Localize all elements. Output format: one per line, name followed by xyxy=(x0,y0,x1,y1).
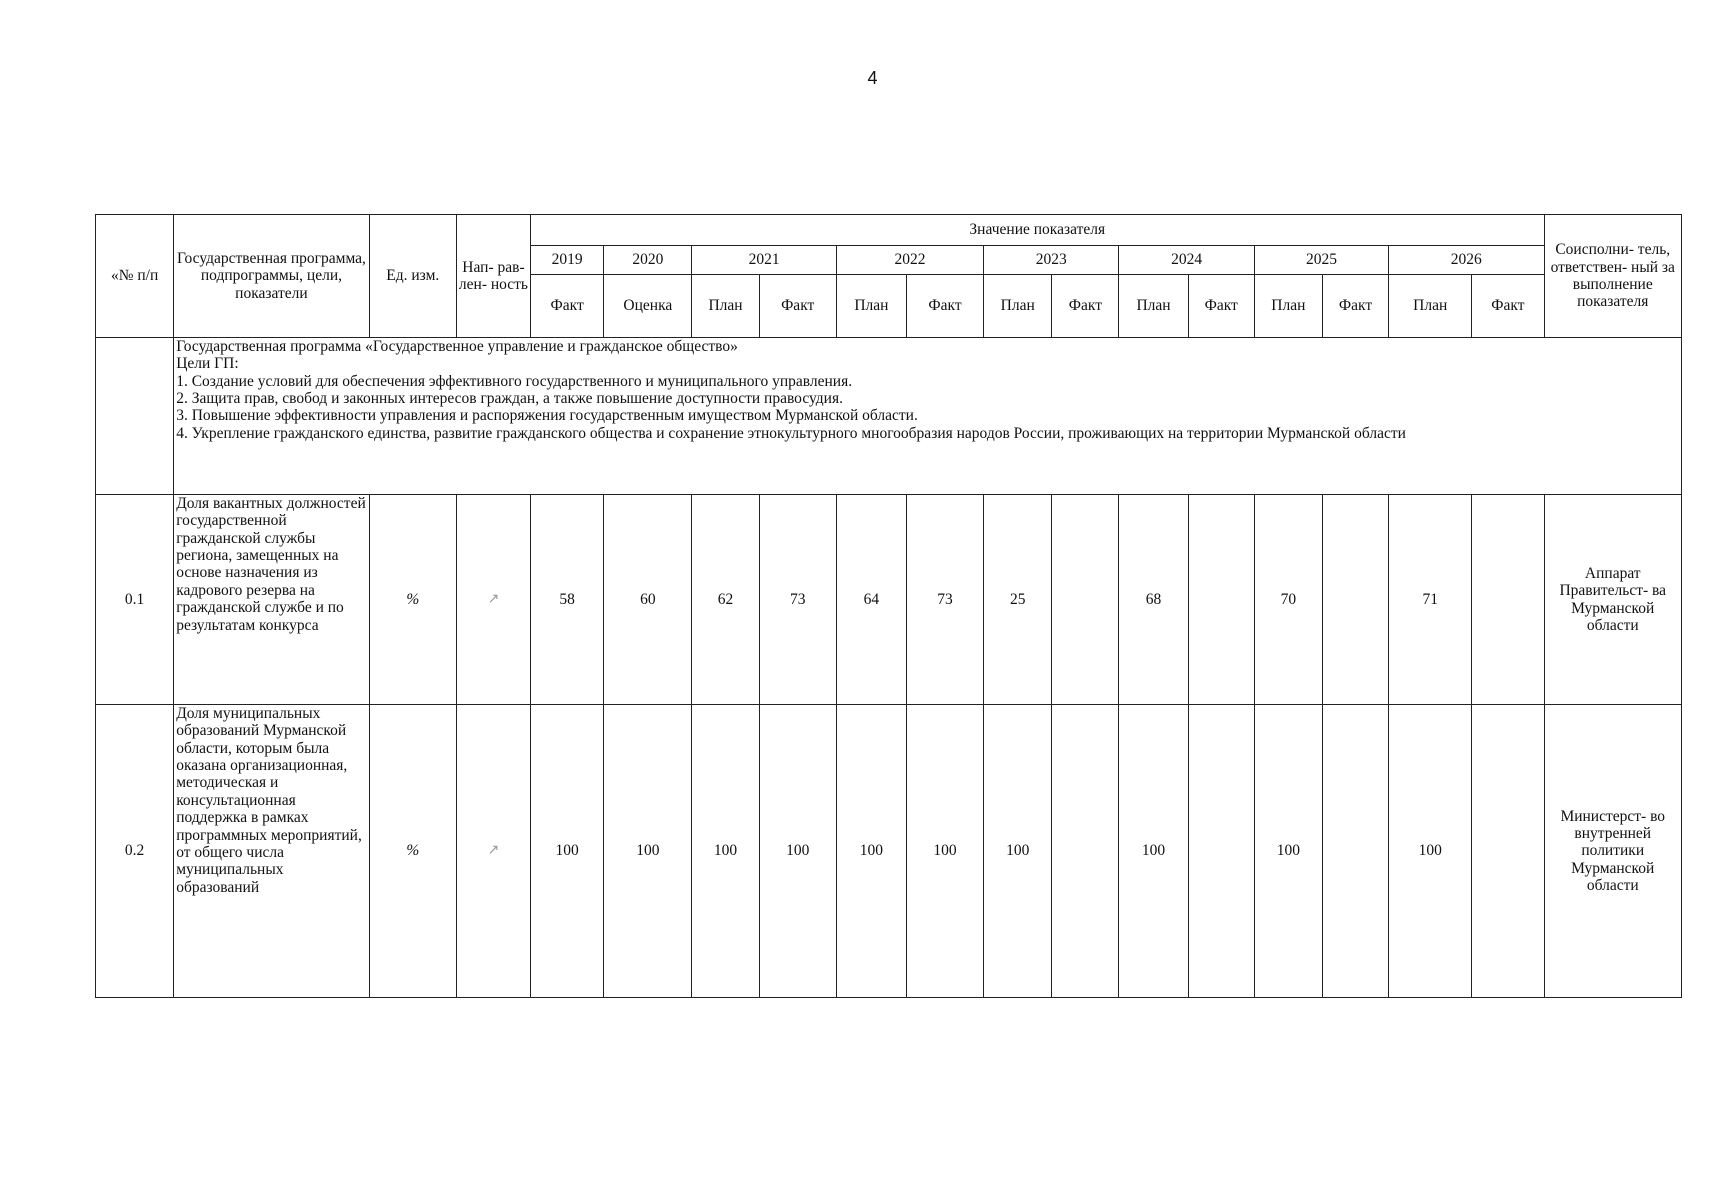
value-cell xyxy=(1322,705,1388,998)
value-cell: 100 xyxy=(906,705,983,998)
unit-cell: % xyxy=(369,705,456,998)
value-cell: 100 xyxy=(692,705,759,998)
direction-up-icon: ↗ xyxy=(456,705,530,998)
value-cell: 68 xyxy=(1119,495,1188,705)
subheader: Факт xyxy=(759,275,836,338)
goal-item: 2. Защита прав, свобод и законных интересов граждан, а также повышение доступности правосудия. xyxy=(176,390,843,408)
goal-item: 1. Создание условий для обеспечения эффективного государственного и муниципального управления. xyxy=(176,372,853,390)
subheader: Факт xyxy=(1188,275,1254,338)
year-header: 2024 xyxy=(1119,246,1254,275)
year-header: 2021 xyxy=(692,246,836,275)
program-goals-cell xyxy=(174,338,1682,495)
header-unit: Ед. изм. xyxy=(369,215,456,338)
indicator-name: Доля муниципальных образований Мурманской области, которым была оказана организационная, методическая и консультационная поддержка в рамках программных мероприятий, от общего числа муниципальных образований xyxy=(174,705,369,998)
indicator-name: Доля вакантных должностей государственной гражданской службы региона, замещенных на основе назначения из кадрового резерва на гражданской службе и по результатам конкурса xyxy=(174,495,369,705)
value-cell: 73 xyxy=(759,495,836,705)
value-cell: 100 xyxy=(531,705,604,998)
subheader: Факт xyxy=(531,275,604,338)
value-cell xyxy=(1472,705,1544,998)
subheader: План xyxy=(692,275,759,338)
direction-up-icon: ↗ xyxy=(456,495,530,705)
value-cell: 100 xyxy=(984,705,1052,998)
goal-item: 3. Повышение эффективности управления и распоряжения государственным имуществом Мурманской области. xyxy=(176,407,918,425)
header-values: Значение показателя xyxy=(531,215,1544,246)
value-cell xyxy=(1188,705,1254,998)
responsible-cell: Аппарат Правительст- ва Мурманской области xyxy=(1544,495,1682,705)
subheader: Факт xyxy=(1052,275,1119,338)
value-cell: 100 xyxy=(759,705,836,998)
value-cell: 100 xyxy=(836,705,906,998)
row-num: 0.1 xyxy=(96,495,174,705)
indicator-row xyxy=(96,495,1682,705)
subheader: Оценка xyxy=(604,275,692,338)
value-cell: 100 xyxy=(604,705,692,998)
subheader: Факт xyxy=(1472,275,1544,338)
value-cell: 73 xyxy=(906,495,983,705)
value-cell xyxy=(1322,495,1388,705)
year-header: 2026 xyxy=(1389,246,1544,275)
year-header: 2020 xyxy=(604,246,692,275)
subheader: План xyxy=(984,275,1052,338)
goals-num-cell xyxy=(96,338,174,495)
goal-item: 4. Укрепление гражданского единства, развитие гражданского общества и сохранение этнокультурного многообразия народов России, проживающих на территории Мурманской области xyxy=(176,424,1406,442)
subheader: Факт xyxy=(906,275,983,338)
year-header: 2025 xyxy=(1254,246,1388,275)
value-cell: 25 xyxy=(984,495,1052,705)
value-cell xyxy=(1188,495,1254,705)
value-cell: 100 xyxy=(1389,705,1472,998)
value-cell: 64 xyxy=(836,495,906,705)
program-goals-row xyxy=(96,338,1682,495)
value-cell xyxy=(1472,495,1544,705)
indicators-table xyxy=(95,214,1682,998)
header-num: «№ п/п xyxy=(96,215,174,338)
value-cell: 70 xyxy=(1254,495,1322,705)
indicator-row xyxy=(96,705,1682,998)
page-number: 4 xyxy=(867,68,878,88)
subheader: План xyxy=(1254,275,1322,338)
subheader: Факт xyxy=(1322,275,1388,338)
value-cell: 58 xyxy=(531,495,604,705)
year-header: 2019 xyxy=(531,246,604,275)
value-cell xyxy=(1052,705,1119,998)
subheader: План xyxy=(1389,275,1472,338)
value-cell: 71 xyxy=(1389,495,1472,705)
row-num: 0.2 xyxy=(96,705,174,998)
header-responsible: Соисполни- тель, ответствен- ный за выполнение показателя xyxy=(1544,215,1682,338)
value-cell: 100 xyxy=(1254,705,1322,998)
value-cell: 62 xyxy=(692,495,759,705)
goals-label: Цели ГП: xyxy=(176,355,239,373)
program-title: Государственная программа «Государственное управление и гражданское общество» xyxy=(176,338,738,355)
unit-cell: % xyxy=(369,495,456,705)
header-direction: Нап- рав- лен- ность xyxy=(456,215,530,338)
year-header: 2022 xyxy=(836,246,983,275)
value-cell: 100 xyxy=(1119,705,1188,998)
value-cell xyxy=(1052,495,1119,705)
year-header: 2023 xyxy=(984,246,1119,275)
value-cell: 60 xyxy=(604,495,692,705)
header-program: Государственная программа, подпрограммы, цели, показатели xyxy=(174,215,369,338)
subheader: План xyxy=(1119,275,1188,338)
subheader: План xyxy=(836,275,906,338)
responsible-cell: Министерст- во внутренней политики Мурманской области xyxy=(1544,705,1682,998)
